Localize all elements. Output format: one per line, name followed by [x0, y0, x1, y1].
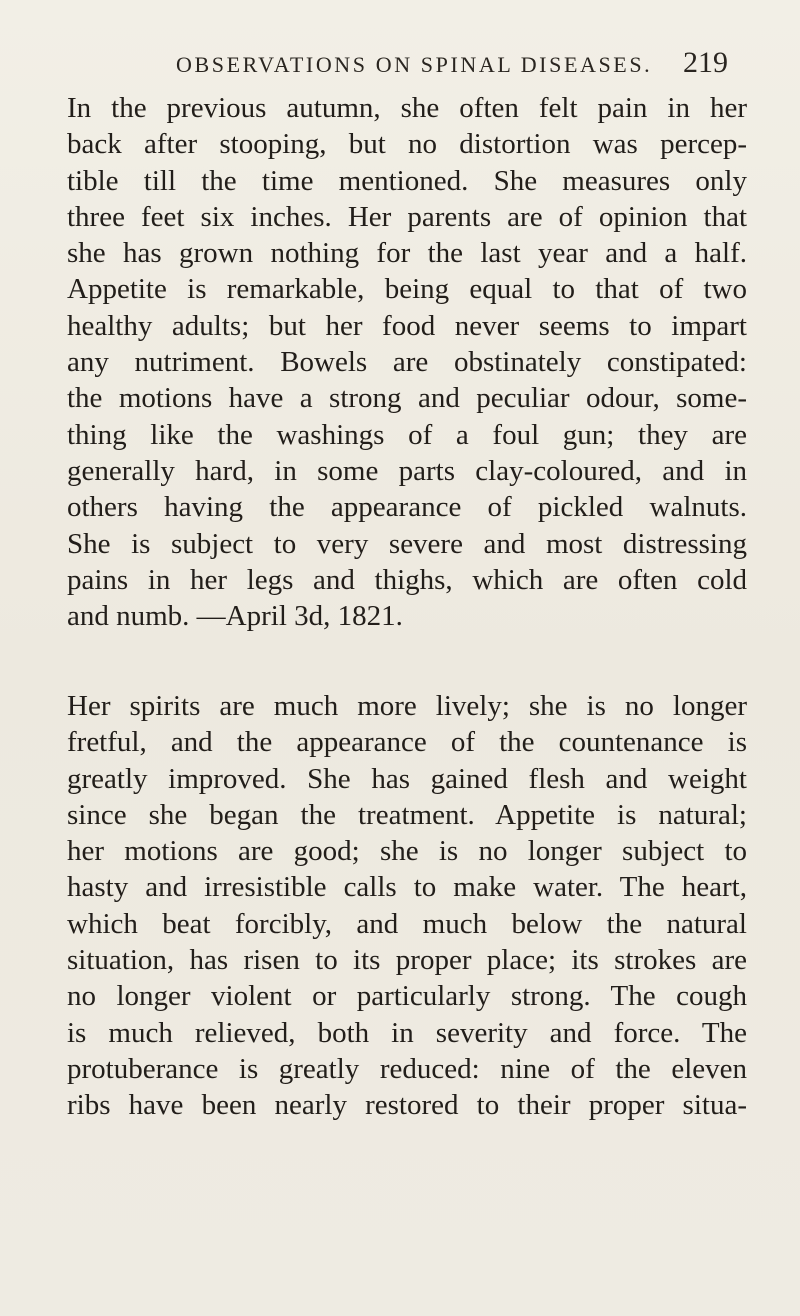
page-number: 219 — [683, 46, 728, 79]
text-line: back after stooping, but no distortion was percep- — [67, 128, 747, 161]
text-line: healthy adults; but her food never seems to impart — [67, 309, 747, 342]
text-line: situation, has risen to its proper place; its strokes are — [67, 944, 747, 977]
text-line: since she began the treatment. Appetite is natural; — [67, 798, 747, 831]
text-line: thing like the washings of a foul gun; they are — [67, 418, 747, 451]
text-line: any nutriment. Bowels are obstinately constipated: — [67, 346, 747, 379]
paragraph-2 — [67, 688, 747, 1124]
text-line: three feet six inches. Her parents are of opinion that — [67, 200, 747, 233]
text-line: tible till the time mentioned. She measures only — [67, 164, 747, 197]
text-line: She is subject to very severe and most distressing — [67, 527, 747, 560]
running-head: OBSERVATIONS ON SPINAL DISEASES. — [176, 52, 653, 77]
text-line: the motions have a strong and peculiar odour, some- — [67, 382, 747, 415]
text-line: protuberance is greatly reduced: nine of the eleven — [67, 1052, 747, 1085]
text-line: and numb. —April 3d, 1821. — [67, 600, 403, 633]
text-line: no longer violent or particularly strong. The cough — [67, 980, 747, 1013]
paragraph-1 — [67, 90, 747, 634]
text-line: Appetite is remarkable, being equal to that of two — [67, 273, 747, 306]
text-line: fretful, and the appearance of the countenance is — [67, 726, 747, 759]
text-line: her motions are good; she is no longer subject to — [67, 835, 747, 868]
text-line: generally hard, in some parts clay-coloured, and in — [67, 454, 747, 487]
text-line: is much relieved, both in severity and force. The — [67, 1016, 747, 1049]
text-line: Her spirits are much more lively; she is no longer — [67, 690, 747, 722]
text-line: greatly improved. She has gained flesh and weight — [67, 762, 747, 795]
text-line: In the previous autumn, she often felt pain in her — [67, 92, 747, 124]
text-line: hasty and irresistible calls to make water. The heart, — [67, 871, 747, 904]
text-line: others having the appearance of pickled walnuts. — [67, 491, 747, 524]
text-line: pains in her legs and thighs, which are often cold — [67, 563, 747, 596]
text-line: ribs have been nearly restored to their proper situa- — [67, 1089, 747, 1122]
text-line: which beat forcibly, and much below the natural — [67, 907, 747, 940]
text-line: she has grown nothing for the last year and a half. — [67, 237, 747, 270]
